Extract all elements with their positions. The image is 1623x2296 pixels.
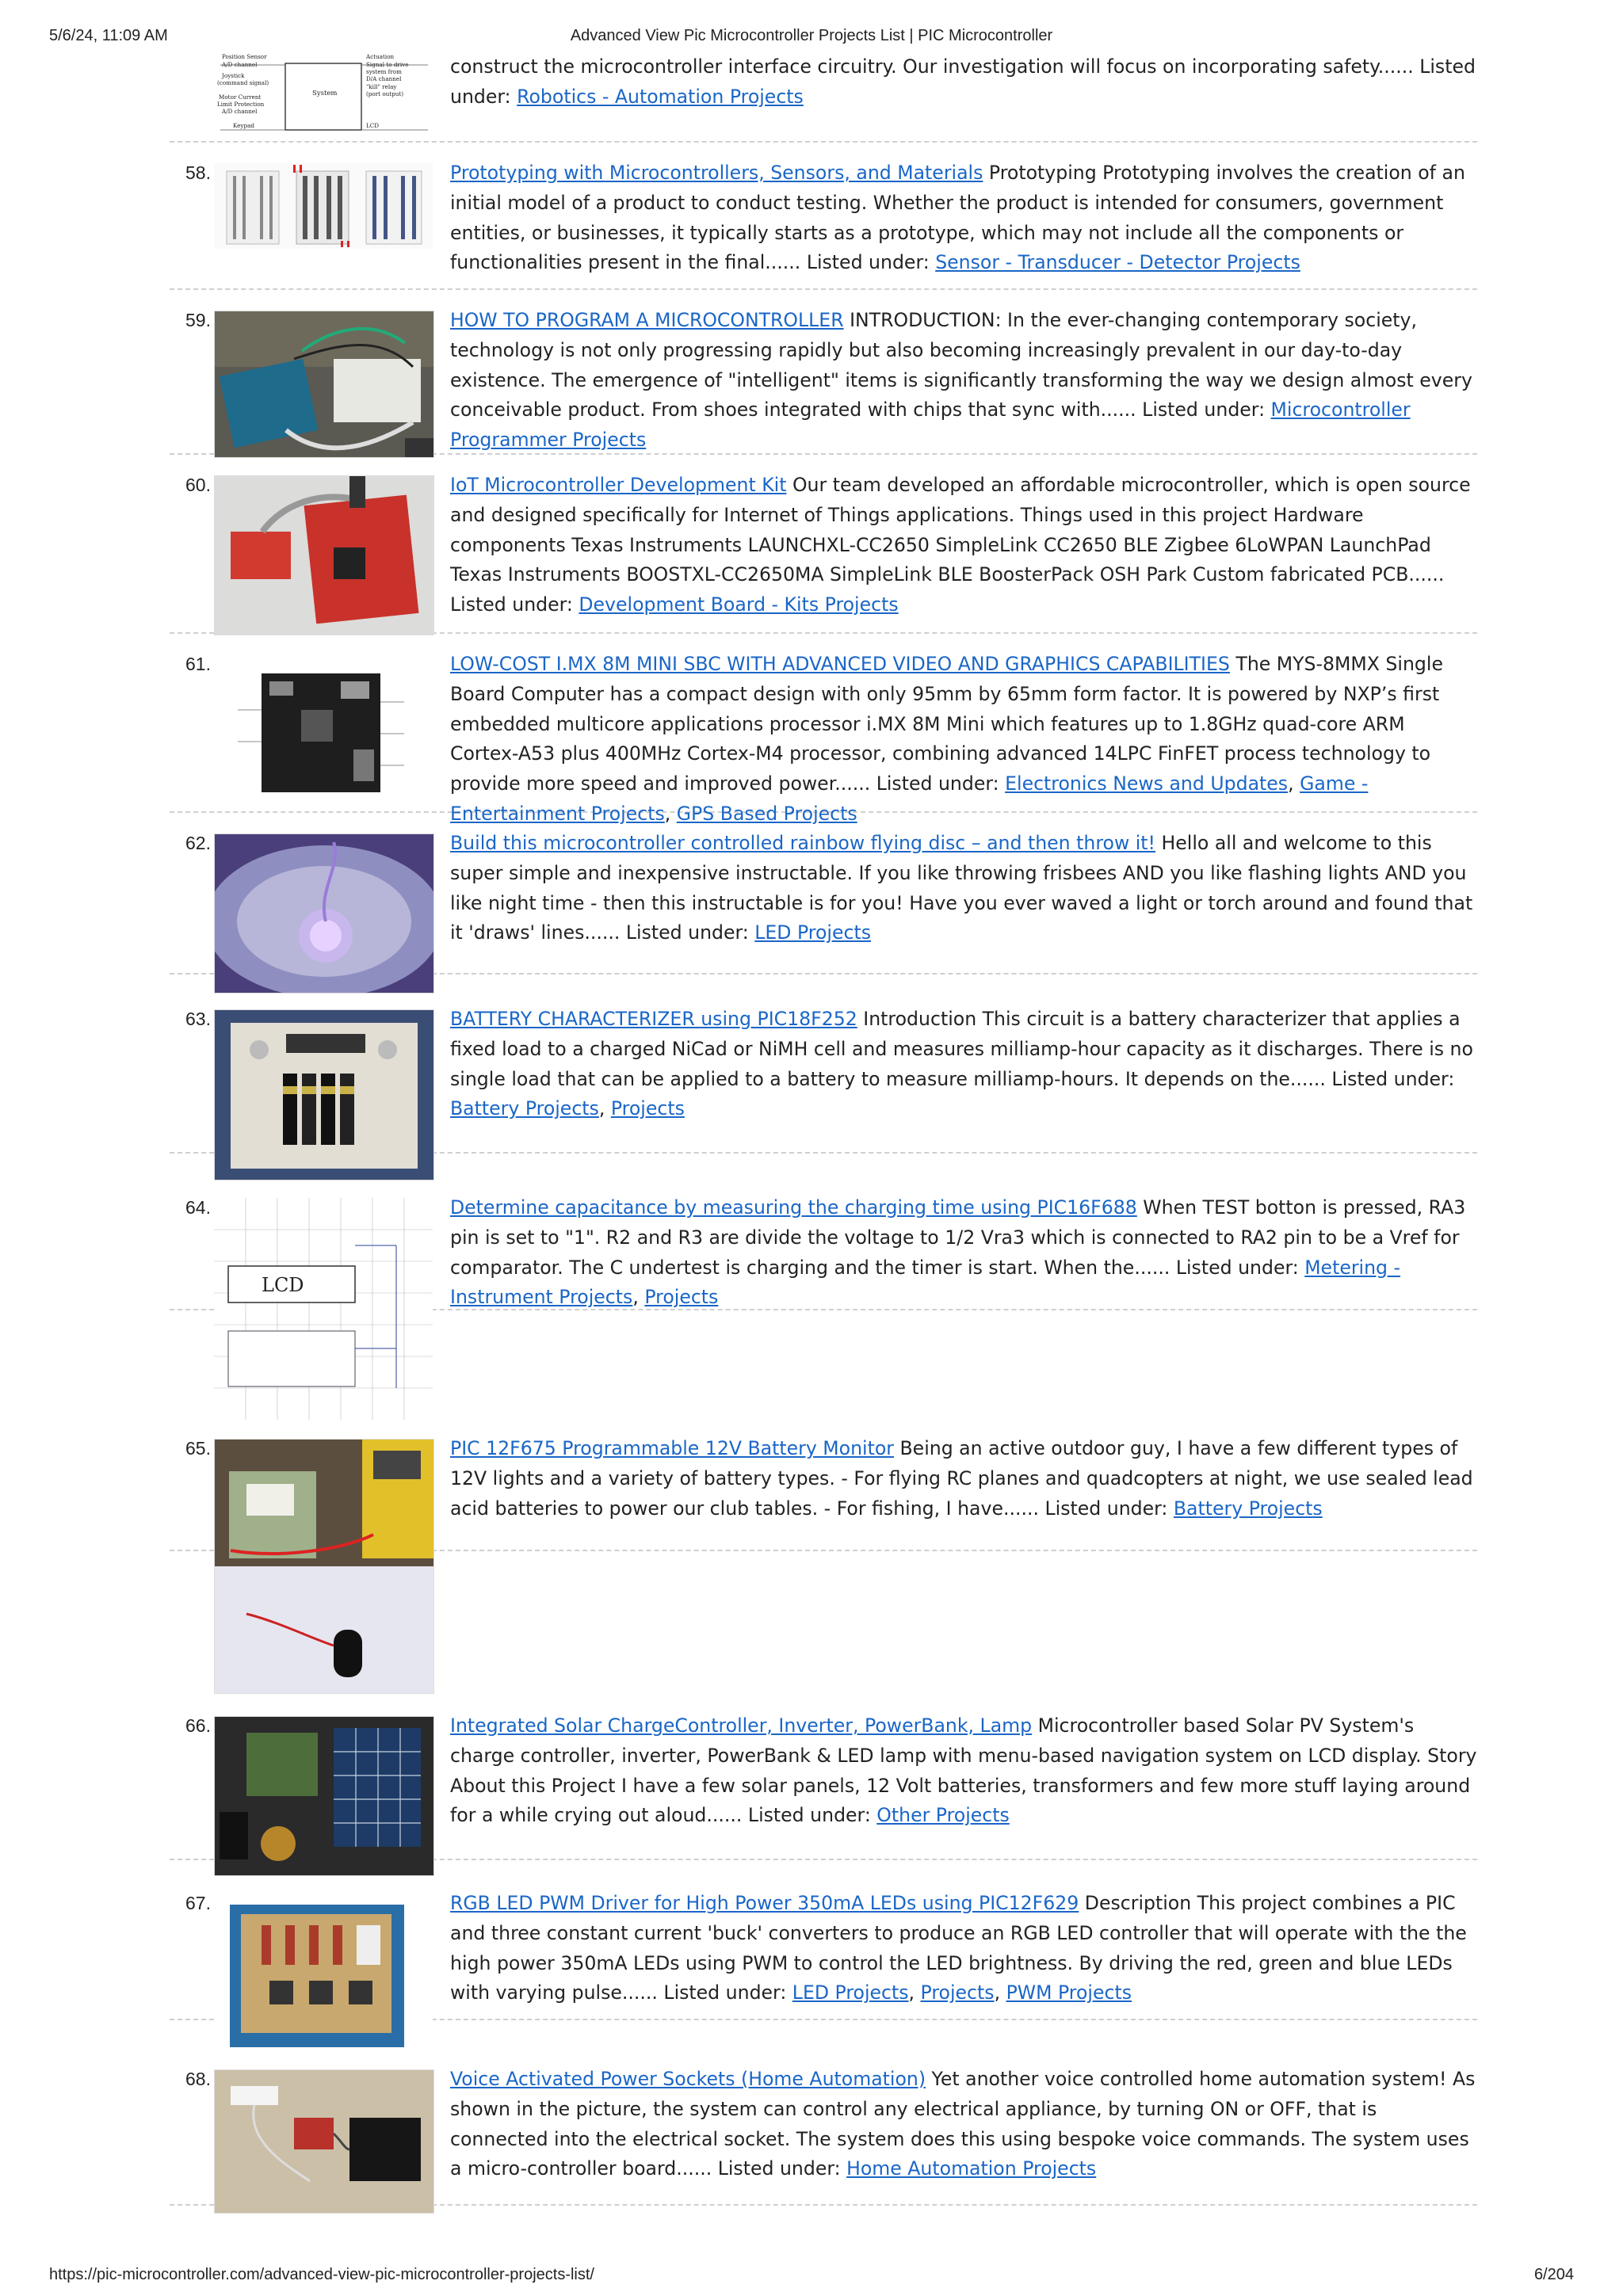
diagram-left-label: Limit Protection [217,101,265,108]
item-title-link[interactable]: BATTERY CHARACTERIZER using PIC18F252 [450,1008,857,1030]
print-datetime: 5/6/24, 11:09 AM [49,27,168,44]
category-link[interactable]: Other Projects [876,1804,1010,1827]
item-number: 61. [185,654,211,674]
category-link[interactable]: Microcontroller Programmer Projects [450,399,1411,452]
category-link[interactable]: PWM Projects [1006,1981,1132,2004]
item-title-link[interactable]: Voice Activated Power Sockets (Home Automation) [450,2068,926,2090]
item-number: 58. [185,162,211,183]
diagram-right-label: system from [366,68,402,75]
item-number: 59. [185,310,211,330]
category-link[interactable]: Development Board - Kits Projects [579,593,899,616]
item-text: Prototyping Prototyping involves the creation of an initial model of a product to conduct testing. Whether the product is intended for consumers, government entities, or businesses, it typically starts as a prototype, which may not include all the components or functionalities present in the final...... [450,162,1465,274]
item-number: 67. [185,1893,211,1913]
diagram-center-label: System [312,90,338,97]
item-description [450,829,1477,948]
list-item [170,1434,1477,1551]
item-text: Microcontroller based Solar PV System's charge controller, inverter, PowerBank & LED lamp with menu-based navigation system on LCD display. Story About this Project I have a few solar panels, 12 Volt batteries, transformers and few more stuff laying around for a while crying out aloud...... [450,1714,1477,1827]
item-number: 62. [185,833,211,853]
item-thumbnail[interactable] [214,1716,434,1876]
item-title-link[interactable]: HOW TO PROGRAM A MICROCONTROLLER [450,309,844,331]
schematic-label: LCD [262,1274,304,1296]
print-page-number: 6/204 [1533,2266,1574,2283]
list-item [170,1193,1477,1310]
category-link[interactable]: Robotics - Automation Projects [517,85,804,108]
category-link[interactable]: Home Automation Projects [846,2157,1097,2180]
item-number: 65. [185,1438,211,1459]
category-link[interactable]: LED Projects [792,1981,909,2004]
category-link[interactable]: LED Projects [754,921,871,944]
item-thumbnail[interactable] [214,311,434,458]
diagram-right-label: Actuation [366,54,395,60]
listed-under-label: Listed under: [1142,399,1266,421]
item-thumbnail[interactable] [214,163,433,249]
list-item [170,471,1477,634]
category-link[interactable]: Projects [920,1981,995,2004]
print-url: https://pic-microcontroller.com/advanced-view-pic-microcontroller-projects-list/ [49,2266,594,2283]
item-text: When TEST botton is pressed, RA3 pin is set to "1". R2 and R3 are divide the voltage to 1/2 Vra3 which is connected to RA2 pin to be a Vref for comparator. The C undertest is charging and the timer is start. When the...... [450,1196,1466,1279]
list-item [170,1005,1477,1154]
item-title-link[interactable]: Build this microcontroller controlled rainbow flying disc – and then throw it! [450,832,1156,854]
diagram-right-label: "kill" relay [366,83,397,90]
item-description [450,52,1477,113]
item-text: Yet another voice controlled home automation system! As shown in the picture, the system can control any electrical appliance, by turning ON or OFF, that is connected into the electrical socket. The system does this using bespoke voice commands. The system uses a micro-controller board...... [450,2068,1476,2180]
diagram-left-label: Motor Current [219,93,262,101]
listed-under-label: Listed under: [1331,1067,1455,1090]
diagram-left-label: (command signal) [217,79,269,86]
item-description [450,1711,1477,1831]
list-item [170,1711,1477,1860]
item-title-link[interactable]: Determine capacitance by measuring the charging time using PIC16F688 [450,1196,1137,1219]
item-thumbnail[interactable] [214,654,433,805]
category-link[interactable]: Sensor - Transducer - Detector Projects [935,251,1300,274]
item-number: 60. [185,475,211,495]
item-description [450,471,1477,620]
item-number: 64. [185,1197,211,1218]
item-text: INTRODUCTION: In the ever-changing contemporary society, technology is not only progressing rapidly but also becoming increasingly prevalent in our day-to-day existence. The emergence of "intelligent" items is significantly transforming the way we design almost every conceivable product. From shoes integrated with chips that sync with...... [450,309,1472,421]
system-diagram [214,54,433,138]
item-description: LOW-COST I.MX 8M MINI SBC WITH ADVANCED VIDEO AND GRAPHICS CAPABILITIES The MYS-8MMX Single Board Computer has a compact design with only 95mm by 65mm form factor. It is powered by NXP’s first embedded multicore applications processor i.MX 8M Mini which features up to 1.8GHz quad-core ARM Cortex-A53 plus 400MHz Cortex-M4 processor, combining advanced 14LPC FinFET process technology to provide more speed and improved power...... Listed under: Electronics News and Updates, Game - Entertainment Projects, GPS Based Projects [450,653,1443,825]
item-text: Hello all and welcome to this super simple and inexpensive instructable. If you like throwing frisbees AND you like flashing lights AND you like night time - then this instructable is for you! Have you ever waved a light or torch around and found that it 'draws' lines...... [450,832,1473,944]
listed-under-label: Listed under: [450,55,1476,108]
item-thumbnail[interactable] [214,1009,434,1180]
listed-under-label: Listed under: [1175,1256,1299,1279]
item-description [450,1434,1477,1524]
item-text: Being an active outdoor guy, I have a few different types of 12V lights and a variety of battery types. - For flying RC planes and quadcopters at night, we use sealed lead acid batteries to power our club tables. - For fishing, I have...... [450,1437,1473,1520]
item-thumbnail[interactable] [214,1439,434,1694]
diagram-left-label: Joystick [222,72,245,79]
category-link[interactable]: Electronics News and Updates [1005,772,1289,795]
item-description: Determine capacitance by measuring the charging time using PIC16F688 When TEST botton is pressed, RA3 pin is set to "1". R2 and R3 are divide the voltage to 1/2 Vra3 which is connected to RA2 pin to be a Vref for comparator. The C undertest is charging and the timer is start. When the...... Listed under: Metering - Instrument Projects, Projects [450,1196,1466,1309]
print-page-title: Advanced View Pic Microcontroller Projects List | PIC Microcontroller [570,27,1053,44]
category-link[interactable]: Metering - Instrument Projects [450,1256,1401,1309]
item-text: Introduction This circuit is a battery characterizer that applies a fixed load to a charged NiCad or NiMH cell and measures milliamp-hour capacity as it discharges. There is no single load that can be applied to a battery to measure milliamp-hours. It depends on the...... [450,1008,1473,1090]
diagram-right-label: LCD [366,122,380,129]
item-title-link[interactable]: PIC 12F675 Programmable 12V Battery Monitor [450,1437,894,1459]
item-text: construct the microcontroller interface circuitry. Our investigation will focus on incorporating safety...... [450,55,1420,78]
item-title-link[interactable]: LOW-COST I.MX 8M MINI SBC WITH ADVANCED VIDEO AND GRAPHICS CAPABILITIES [450,653,1230,675]
diagram-left-label: A/D channel [222,108,258,115]
item-title-link[interactable]: Prototyping with Microcontrollers, Sensors, and Materials [450,162,983,184]
diagram-left-label: Keypad [233,122,254,129]
listed-under-label: Listed under: [876,772,999,795]
item-text: Description This project combines a PIC and three constant current 'buck' converters to produce an RGB LED controller that will operate with the the high power 350mA LEDs using PWM to control the LED brightness. By driving the red, green and blue LEDs with varying pulse...... [450,1892,1467,2004]
item-description [450,158,1477,278]
item-text: The MYS-8MMX Single Board Computer has a compact design with only 95mm by 65mm form factor. It is powered by NXP’s first embedded multicore applications processor i.MX 8M Mini which features up to 1.8GHz quad-core ARM Cortex-A53 plus 400MHz Cortex-M4 processor, combining advanced 14LPC FinFET process technology to provide more speed and improved power...... [450,653,1443,795]
item-description: RGB LED PWM Driver for High Power 350mA LEDs using PIC12F629 Description This project combines a PIC and three constant current 'buck' converters to produce an RGB LED controller that will operate with the the high power 350mA LEDs using PWM to control the LED brightness. By driving the red, green and blue LEDs with varying pulse...... Listed under: LED Projects, Projects, PWM Projects [450,1892,1467,2004]
diagram-right-label: (port output) [366,90,404,97]
item-thumbnail[interactable] [214,2069,434,2214]
listed-under-label: Listed under: [747,1804,871,1827]
category-link[interactable]: Game - Entertainment Projects [450,772,1369,825]
item-title-link[interactable]: IoT Microcontroller Development Kit [450,474,787,496]
category-link[interactable]: Battery Projects [450,1097,599,1120]
diagram-left-label: Position Sensor [222,54,267,60]
category-link[interactable]: Battery Projects [1173,1497,1323,1520]
item-description [450,2065,1477,2184]
list-item [170,52,1477,143]
listed-under-label: Listed under: [625,921,749,944]
list-item [170,829,1477,974]
list-item [170,158,1477,290]
item-number: 66. [185,1715,211,1736]
item-thumbnail[interactable] [214,475,434,635]
listed-under-label: Listed under: [806,251,930,274]
listed-under-label: Listed under: [663,1981,787,2004]
category-link[interactable]: Projects [610,1097,685,1120]
item-description [450,306,1477,456]
diagram-right-label: Signal to drive [366,61,409,68]
listed-under-label: Listed under: [1044,1497,1168,1520]
category-link[interactable]: GPS Based Projects [676,802,857,825]
item-title-link[interactable]: RGB LED PWM Driver for High Power 350mA LEDs using PIC12F629 [450,1892,1079,1914]
item-thumbnail[interactable] [214,1198,433,1420]
item-thumbnail[interactable] [214,1894,433,2052]
item-thumbnail[interactable] [214,833,434,994]
diagram-left-label: A/D channel [222,61,258,68]
list-item [170,306,1477,455]
list-item [170,1889,1477,2020]
list-item [170,650,1477,825]
diagram-right-label: D/A channel [366,75,402,82]
category-link[interactable]: Projects [644,1286,719,1309]
item-thumbnail [214,54,433,138]
list-item [170,2065,1477,2206]
listed-under-label: Listed under: [450,593,573,616]
item-description: BATTERY CHARACTERIZER using PIC18F252 Introduction This circuit is a battery characterizer that applies a fixed load to a charged NiCad or NiMH cell and measures milliamp-hour capacity as it discharges. There is no single load that can be applied to a battery to measure milliamp-hours. It depends on the...... Listed under: Battery Projects, Projects [450,1008,1473,1120]
item-number: 63. [185,1009,211,1029]
listed-under-label: Listed under: [717,2157,841,2180]
item-text: Our team developed an affordable microcontroller, which is open source and designed specifically for Internet of Things applications. Things used in this project Hardware components Texas Instruments LAUNCHXL-CC2650 SimpleLink CC2650 BLE Zigbee 6LoWPAN LaunchPad Texas Instruments BOOSTXL-CC2650MA SimpleLink BLE BoosterPack OSH Park Custom fabricated PCB...... [450,474,1471,586]
item-number: 68. [185,2069,211,2089]
item-title-link[interactable]: Integrated Solar ChargeController, Inverter, PowerBank, Lamp [450,1714,1033,1737]
